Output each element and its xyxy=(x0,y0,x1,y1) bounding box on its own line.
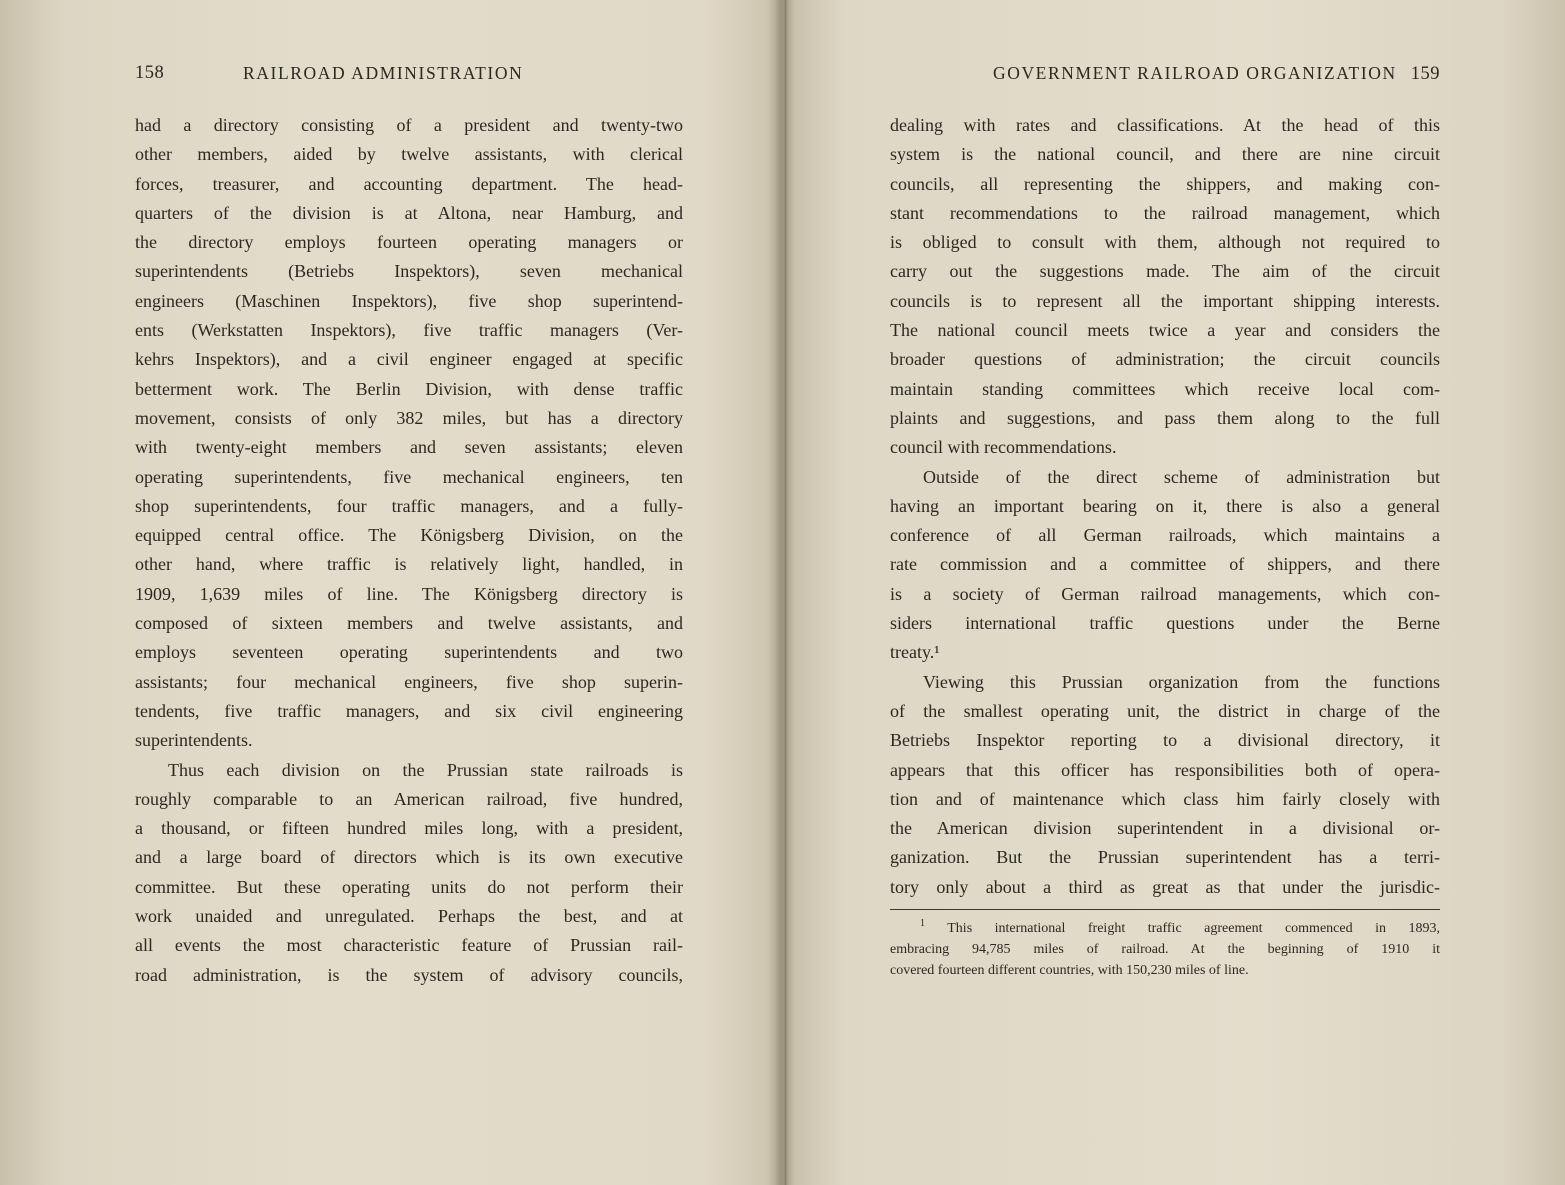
text-line: having an important bearing on it, there is also a general xyxy=(890,495,1440,516)
footnote-line: embracing 94,785 miles of railroad. At the beginning of 1910 it xyxy=(890,942,1440,957)
text-line: kehrs Inspektors), and a civil engineer engaged at specific xyxy=(135,349,683,370)
text-line: betterment work. The Berlin Division, with dense traffic xyxy=(135,378,683,399)
text-line: operating superintendents, five mechanical engineers, ten xyxy=(135,466,683,487)
text-line: councils is to represent all the important shipping interests. xyxy=(890,290,1440,311)
footnote-text: This international freight traffic agreement commenced in 1893, xyxy=(947,921,1440,936)
paragraph xyxy=(135,756,683,990)
text-line: tory only about a third as great as that under the jurisdic- xyxy=(890,876,1440,897)
text-line: quarters of the division is at Altona, near Hamburg, and xyxy=(135,202,683,223)
text-line: rate commission and a committee of shippers, and there xyxy=(890,554,1440,575)
text-line: maintain standing committees which receive local com- xyxy=(890,378,1440,399)
text-line: had a directory consisting of a president and twenty-two xyxy=(135,115,683,135)
left-page-number: 158 xyxy=(135,63,165,83)
text-line: The national council meets twice a year and considers the xyxy=(890,320,1440,341)
text-line: roughly comparable to an American railroad, five hundred, xyxy=(135,788,683,809)
text-line: equipped central office. The Königsberg Division, on the xyxy=(135,525,683,546)
text-line: superintendents (Betriebs Inspektors), seven mechanical xyxy=(135,261,683,282)
footnote-line: covered fourteen different countries, with 150,230 miles of line. xyxy=(890,963,1249,978)
text-line: the American division superintendent in a divisional or- xyxy=(890,818,1440,839)
text-line: tendents, five traffic managers, and six civil engineering xyxy=(135,700,683,721)
footnote xyxy=(890,918,1440,981)
text-line: with twenty-eight members and seven assistants; eleven xyxy=(135,437,683,458)
left-body-text xyxy=(135,111,683,990)
footnote-marker: 1 xyxy=(920,918,925,929)
text-line: work unaided and unregulated. Perhaps the best, and at xyxy=(135,906,683,927)
text-line: plaints and suggestions, and pass them along to the full xyxy=(890,407,1440,428)
text-line: is a society of German railroad managements, which con- xyxy=(890,583,1440,604)
text-line: composed of sixteen members and twelve assistants, and xyxy=(135,613,683,634)
text-line: appears that this officer has responsibilities both of opera- xyxy=(890,759,1440,780)
text-line: engineers (Maschinen Inspektors), five shop superintend- xyxy=(135,290,683,311)
text-line: assistants; four mechanical engineers, five shop superin- xyxy=(135,671,683,692)
text-line: shop superintendents, four traffic managers, and a fully- xyxy=(135,495,683,516)
right-running-head: GOVERNMENT RAILROAD ORGANIZATION xyxy=(992,63,1397,83)
footnote-rule xyxy=(890,909,1440,910)
text-line: is obliged to consult with them, although not required to xyxy=(890,232,1440,253)
text-line: dealing with rates and classifications. At the head of this xyxy=(890,115,1440,135)
text-line: stant recommendations to the railroad management, which xyxy=(890,202,1440,223)
text-line: road administration, is the system of advisory councils, xyxy=(135,964,683,985)
paragraph xyxy=(890,111,1440,463)
text-line: ents (Werkstatten Inspektors), five traffic managers (Ver- xyxy=(135,320,683,341)
text-line: Thus each division on the Prussian state railroads is xyxy=(168,759,683,780)
text-line: tion and of maintenance which class him fairly closely with xyxy=(890,788,1440,809)
left-page-header xyxy=(135,63,683,89)
right-page-number: 159 xyxy=(1410,64,1440,84)
text-line: a thousand, or fifteen hundred miles long, with a president, xyxy=(135,818,683,839)
text-line: treaty.¹ xyxy=(890,642,940,663)
paragraph xyxy=(890,668,1440,902)
right-page-header xyxy=(890,63,1440,89)
text-line: 1909, 1,639 miles of line. The Königsberg directory is xyxy=(135,583,683,604)
text-line: Betriebs Inspektor reporting to a divisional directory, it xyxy=(890,730,1440,751)
text-line: Viewing this Prussian organization from the functions xyxy=(923,671,1440,692)
text-line: employs seventeen operating superintendents and two xyxy=(135,642,683,663)
text-line: committee. But these operating units do not perform their xyxy=(135,876,683,897)
text-line: councils, all representing the shippers, and making con- xyxy=(890,173,1440,194)
text-line: of the smallest operating unit, the district in charge of the xyxy=(890,700,1440,721)
text-line: system is the national council, and there are nine circuit xyxy=(890,144,1440,165)
left-running-head: RAILROAD ADMINISTRATION xyxy=(243,63,524,83)
text-line: forces, treasurer, and accounting department. The head- xyxy=(135,173,683,194)
text-line: conference of all German railroads, which maintains a xyxy=(890,525,1440,546)
text-line: ganization. But the Prussian superintendent has a terri- xyxy=(890,847,1440,868)
text-line: the directory employs fourteen operating managers or xyxy=(135,232,683,253)
text-line: and a large board of directors which is its own executive xyxy=(135,847,683,868)
paragraph xyxy=(890,463,1440,668)
text-line: Outside of the direct scheme of administration but xyxy=(923,466,1440,487)
paragraph xyxy=(135,111,683,756)
text-line: superintendents. xyxy=(135,730,253,751)
text-line: carry out the suggestions made. The aim of the circuit xyxy=(890,261,1440,282)
text-line: all events the most characteristic feature of Prussian rail- xyxy=(135,935,683,956)
text-line: siders international traffic questions under the Berne xyxy=(890,613,1440,634)
text-line: other hand, where traffic is relatively light, handled, in xyxy=(135,554,683,575)
text-line: council with recommendations. xyxy=(890,437,1117,458)
text-line: other members, aided by twelve assistants, with clerical xyxy=(135,144,683,165)
book-gutter xyxy=(775,0,795,1185)
text-line: movement, consists of only 382 miles, but has a directory xyxy=(135,407,683,428)
right-body-text xyxy=(890,111,1440,902)
text-line: broader questions of administration; the circuit councils xyxy=(890,349,1440,370)
footnote-line xyxy=(890,918,1440,939)
